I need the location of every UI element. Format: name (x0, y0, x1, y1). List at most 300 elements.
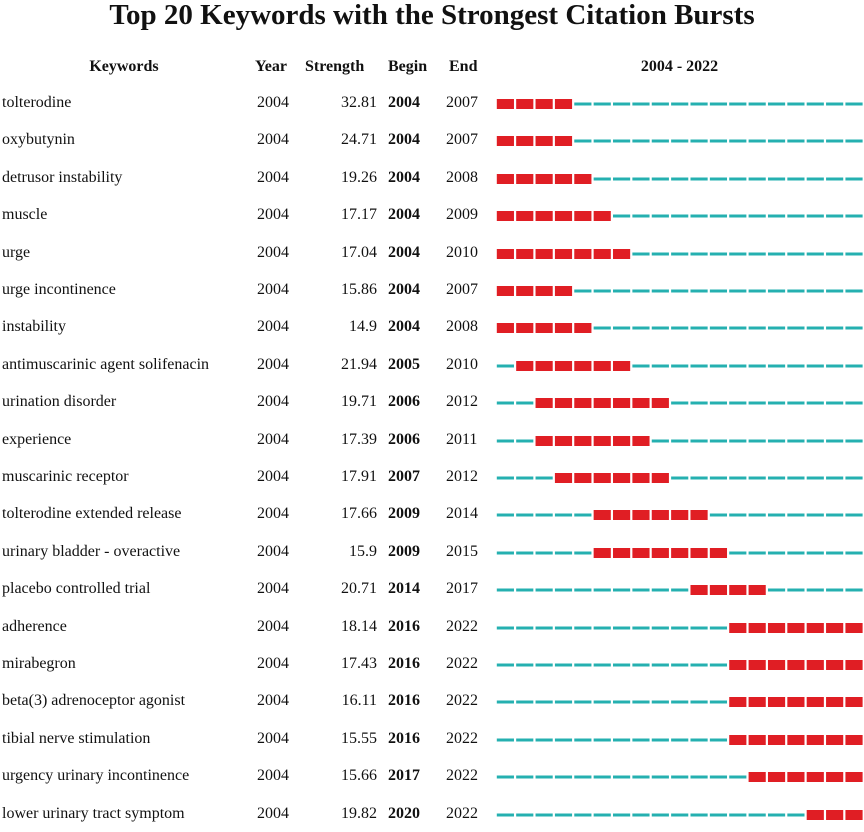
year-segment (574, 514, 591, 517)
burst-segment (613, 398, 630, 408)
year-segment (690, 701, 707, 704)
year-cell: 2004 (257, 318, 289, 336)
year-segment (729, 514, 746, 517)
table-row (0, 421, 864, 458)
end-cell: 2022 (446, 617, 478, 635)
year-segment (671, 252, 688, 255)
year-cell: 2004 (257, 617, 289, 635)
year-segment (613, 776, 630, 779)
keyword-label: beta(3) adrenoceptor agonist (2, 692, 186, 710)
burst-segment (826, 735, 843, 745)
year-segment (516, 477, 533, 480)
year-segment (826, 402, 843, 405)
year-cell: 2004 (257, 206, 289, 224)
burst-segment (594, 436, 611, 446)
year-segment (749, 215, 766, 218)
burst-segment (807, 810, 824, 820)
year-segment (710, 813, 727, 816)
year-segment (807, 103, 824, 106)
burst-segment (516, 99, 533, 109)
year-segment (768, 589, 785, 592)
burst-segment (632, 510, 649, 520)
keyword-label: urgency urinary incontinence (2, 767, 190, 785)
table-row (0, 196, 864, 233)
year-segment (594, 140, 611, 143)
year-segment (536, 477, 553, 480)
burst-timeline (496, 322, 864, 334)
year-segment (710, 701, 727, 704)
year-segment (613, 813, 630, 816)
year-segment (594, 177, 611, 180)
year-segment (555, 738, 572, 741)
table-row (0, 383, 864, 420)
year-segment (749, 477, 766, 480)
burst-timeline-svg (496, 210, 864, 222)
begin-cell: 2016 (388, 655, 420, 672)
burst-timeline-svg (496, 771, 864, 783)
burst-segment (497, 99, 514, 109)
year-segment (807, 477, 824, 480)
year-segment (671, 738, 688, 741)
keyword-label: mirabegron (2, 655, 76, 672)
year-segment (574, 103, 591, 106)
year-segment (652, 177, 669, 180)
year-segment (632, 813, 649, 816)
year-segment (690, 664, 707, 667)
year-segment (729, 364, 746, 367)
burst-segment (729, 697, 746, 707)
year-cell: 2004 (257, 692, 289, 710)
table-row (0, 159, 864, 196)
year-segment (749, 252, 766, 255)
year-segment (613, 626, 630, 629)
year-segment (671, 215, 688, 218)
year-segment (671, 813, 688, 816)
year-segment (555, 664, 572, 667)
year-segment (652, 140, 669, 143)
year-segment (787, 589, 804, 592)
year-segment (749, 551, 766, 554)
year-segment (536, 551, 553, 554)
header-year-range: 2004 - 2022 (640, 58, 719, 75)
burst-timeline (496, 360, 864, 372)
year-segment (768, 813, 785, 816)
year-segment (807, 327, 824, 330)
table-row (0, 533, 864, 570)
year-segment (768, 439, 785, 442)
year-segment (807, 589, 824, 592)
year-segment (536, 664, 553, 667)
year-segment (652, 776, 669, 779)
burst-segment (787, 660, 804, 670)
year-segment (768, 252, 785, 255)
year-segment (671, 290, 688, 293)
keyword-label: urination disorder (2, 393, 117, 411)
keyword-label: tolterodine (2, 94, 72, 111)
year-segment (768, 402, 785, 405)
burst-segment (690, 548, 707, 558)
burst-segment (671, 548, 688, 558)
year-segment (807, 140, 824, 143)
burst-segment (632, 436, 649, 446)
end-cell: 2022 (446, 692, 478, 710)
year-segment (768, 140, 785, 143)
burst-segment (574, 174, 591, 184)
year-segment (826, 290, 843, 293)
strength-cell: 19.26 (341, 168, 377, 186)
year-segment (516, 701, 533, 704)
year-segment (516, 738, 533, 741)
begin-cell: 2006 (388, 393, 420, 411)
year-segment (632, 290, 649, 293)
burst-segment (690, 585, 707, 595)
begin-cell: 2016 (388, 617, 420, 635)
year-segment (826, 589, 843, 592)
year-segment (845, 177, 862, 180)
begin-cell: 2004 (388, 318, 420, 336)
year-segment (787, 252, 804, 255)
burst-timeline (496, 248, 864, 260)
year-segment (845, 252, 862, 255)
burst-segment (807, 772, 824, 782)
burst-segment (613, 249, 630, 259)
burst-segment (671, 510, 688, 520)
year-segment (768, 551, 785, 554)
year-segment (613, 589, 630, 592)
year-segment (497, 589, 514, 592)
year-segment (497, 551, 514, 554)
table-row (0, 346, 864, 383)
burst-segment (555, 136, 572, 146)
year-segment (710, 215, 727, 218)
year-segment (807, 551, 824, 554)
year-segment (632, 327, 649, 330)
strength-cell: 17.91 (341, 468, 377, 485)
year-segment (768, 290, 785, 293)
year-segment (826, 103, 843, 106)
year-segment (497, 439, 514, 442)
begin-cell: 2006 (388, 430, 420, 448)
year-segment (729, 252, 746, 255)
year-segment (826, 140, 843, 143)
year-cell: 2004 (257, 131, 289, 149)
year-segment (671, 364, 688, 367)
burst-timeline (496, 584, 864, 596)
begin-cell: 2020 (388, 804, 420, 822)
end-cell: 2009 (446, 206, 478, 224)
year-segment (536, 738, 553, 741)
strength-cell: 20.71 (341, 580, 377, 598)
table-row (0, 458, 864, 495)
burst-segment (729, 623, 746, 633)
burst-timeline-svg (496, 509, 864, 521)
burst-segment (536, 323, 553, 333)
year-segment (652, 439, 669, 442)
year-segment (652, 738, 669, 741)
year-segment (787, 177, 804, 180)
end-cell: 2007 (446, 281, 478, 298)
header-begin: Begin (388, 58, 428, 75)
year-segment (845, 215, 862, 218)
year-segment (845, 514, 862, 517)
year-segment (710, 776, 727, 779)
burst-segment (574, 249, 591, 259)
burst-segment (826, 697, 843, 707)
burst-segment (787, 697, 804, 707)
year-segment (787, 551, 804, 554)
burst-timeline (496, 135, 864, 147)
table-row (0, 271, 864, 308)
year-segment (613, 290, 630, 293)
year-segment (710, 402, 727, 405)
year-segment (536, 776, 553, 779)
burst-segment (690, 510, 707, 520)
year-segment (594, 813, 611, 816)
table-row (0, 757, 864, 794)
end-cell: 2008 (446, 318, 478, 336)
year-segment (729, 290, 746, 293)
table-row (0, 121, 864, 158)
burst-timeline-svg (496, 135, 864, 147)
year-segment (710, 140, 727, 143)
year-segment (845, 589, 862, 592)
year-segment (652, 103, 669, 106)
year-segment (710, 177, 727, 180)
burst-segment (574, 361, 591, 371)
table-row (0, 308, 864, 345)
burst-segment (594, 211, 611, 221)
year-segment (768, 215, 785, 218)
year-segment (632, 215, 649, 218)
year-segment (574, 626, 591, 629)
burst-segment (710, 585, 727, 595)
year-segment (807, 252, 824, 255)
begin-cell: 2017 (388, 767, 420, 785)
header-strength: Strength (305, 58, 365, 75)
year-segment (826, 215, 843, 218)
strength-cell: 16.11 (341, 692, 377, 710)
year-segment (749, 514, 766, 517)
burst-segment (807, 660, 824, 670)
burst-segment (613, 510, 630, 520)
burst-segment (555, 473, 572, 483)
burst-segment (632, 548, 649, 558)
table-row (0, 570, 864, 607)
keyword-label: tibial nerve stimulation (2, 729, 151, 747)
year-cell: 2004 (257, 542, 289, 560)
year-segment (632, 738, 649, 741)
strength-cell: 17.43 (341, 655, 377, 672)
begin-cell: 2014 (388, 580, 420, 598)
year-segment (787, 103, 804, 106)
begin-cell: 2009 (388, 505, 420, 523)
burst-segment (613, 361, 630, 371)
year-segment (555, 701, 572, 704)
burst-segment (632, 398, 649, 408)
year-segment (710, 327, 727, 330)
year-segment (768, 327, 785, 330)
begin-cell: 2004 (388, 281, 420, 298)
year-segment (749, 290, 766, 293)
burst-timeline (496, 285, 864, 297)
year-cell: 2004 (257, 430, 289, 448)
burst-segment (768, 772, 785, 782)
keyword-label: urge (2, 243, 31, 261)
year-segment (516, 402, 533, 405)
keyword-label: urge incontinence (2, 281, 116, 298)
year-segment (594, 776, 611, 779)
burst-segment (516, 174, 533, 184)
year-segment (807, 514, 824, 517)
year-segment (613, 738, 630, 741)
year-segment (594, 103, 611, 106)
year-segment (671, 327, 688, 330)
year-segment (555, 514, 572, 517)
keyword-label: muscle (2, 206, 48, 224)
burst-segment (826, 772, 843, 782)
year-segment (710, 738, 727, 741)
burst-timeline-svg (496, 322, 864, 334)
year-segment (768, 364, 785, 367)
year-segment (516, 776, 533, 779)
burst-timeline (496, 696, 864, 708)
keyword-label: tolterodine extended release (2, 505, 182, 523)
burst-segment (768, 735, 785, 745)
burst-timeline-svg (496, 622, 864, 634)
year-segment (613, 215, 630, 218)
end-cell: 2022 (446, 804, 478, 822)
year-segment (613, 664, 630, 667)
year-segment (710, 364, 727, 367)
burst-segment (845, 735, 862, 745)
year-segment (826, 252, 843, 255)
year-segment (671, 664, 688, 667)
year-segment (574, 290, 591, 293)
year-cell: 2004 (257, 767, 289, 785)
year-segment (690, 402, 707, 405)
year-segment (826, 439, 843, 442)
burst-segment (536, 361, 553, 371)
burst-segment (710, 548, 727, 558)
burst-segment (652, 473, 669, 483)
year-cell: 2004 (257, 168, 289, 186)
year-segment (632, 177, 649, 180)
year-segment (536, 701, 553, 704)
burst-segment (555, 211, 572, 221)
burst-segment (555, 99, 572, 109)
burst-segment (594, 510, 611, 520)
end-cell: 2007 (446, 94, 478, 111)
year-segment (729, 140, 746, 143)
year-segment (671, 439, 688, 442)
burst-segment (749, 660, 766, 670)
year-segment (536, 589, 553, 592)
burst-segment (497, 323, 514, 333)
year-segment (594, 738, 611, 741)
year-segment (536, 813, 553, 816)
burst-timeline (496, 734, 864, 746)
begin-cell: 2005 (388, 355, 420, 373)
year-segment (826, 477, 843, 480)
burst-segment (536, 174, 553, 184)
burst-segment (536, 436, 553, 446)
year-segment (729, 402, 746, 405)
year-segment (652, 626, 669, 629)
year-cell: 2004 (257, 243, 289, 261)
year-cell: 2004 (257, 729, 289, 747)
burst-timeline-svg (496, 285, 864, 297)
year-segment (574, 738, 591, 741)
strength-cell: 19.71 (341, 393, 377, 411)
burst-segment (826, 810, 843, 820)
burst-segment (536, 286, 553, 296)
year-segment (710, 252, 727, 255)
end-cell: 2014 (446, 505, 478, 523)
end-cell: 2012 (446, 393, 478, 411)
burst-timeline-svg (496, 173, 864, 185)
burst-timeline-svg (496, 360, 864, 372)
burst-segment (826, 660, 843, 670)
strength-cell: 17.04 (341, 243, 377, 261)
year-segment (729, 813, 746, 816)
burst-segment (594, 398, 611, 408)
year-segment (574, 140, 591, 143)
burst-segment (613, 548, 630, 558)
burst-timeline-svg (496, 734, 864, 746)
burst-segment (497, 136, 514, 146)
year-segment (826, 551, 843, 554)
year-segment (497, 813, 514, 816)
burst-segment (536, 99, 553, 109)
burst-segment (807, 697, 824, 707)
table-row (0, 84, 864, 121)
year-segment (574, 589, 591, 592)
year-segment (749, 364, 766, 367)
year-segment (710, 514, 727, 517)
burst-timeline (496, 771, 864, 783)
year-segment (671, 477, 688, 480)
burst-segment (787, 735, 804, 745)
burst-segment (807, 735, 824, 745)
strength-cell: 24.71 (341, 131, 377, 149)
year-segment (652, 252, 669, 255)
burst-segment (574, 211, 591, 221)
year-segment (845, 290, 862, 293)
year-segment (729, 551, 746, 554)
burst-timeline-svg (496, 248, 864, 260)
burst-segment (555, 286, 572, 296)
burst-segment (845, 810, 862, 820)
year-segment (787, 514, 804, 517)
year-segment (613, 103, 630, 106)
year-segment (845, 140, 862, 143)
strength-cell: 14.9 (349, 318, 377, 336)
burst-segment (845, 660, 862, 670)
year-segment (671, 103, 688, 106)
burst-segment (845, 697, 862, 707)
year-segment (690, 364, 707, 367)
year-segment (690, 290, 707, 293)
year-segment (845, 402, 862, 405)
begin-cell: 2004 (388, 94, 420, 111)
keyword-label: muscarinic receptor (2, 468, 129, 485)
burst-timeline-svg (496, 584, 864, 596)
year-segment (787, 364, 804, 367)
header-keywords: Keywords (89, 58, 159, 75)
header-year: Year (255, 58, 287, 75)
year-segment (652, 327, 669, 330)
burst-segment (536, 398, 553, 408)
